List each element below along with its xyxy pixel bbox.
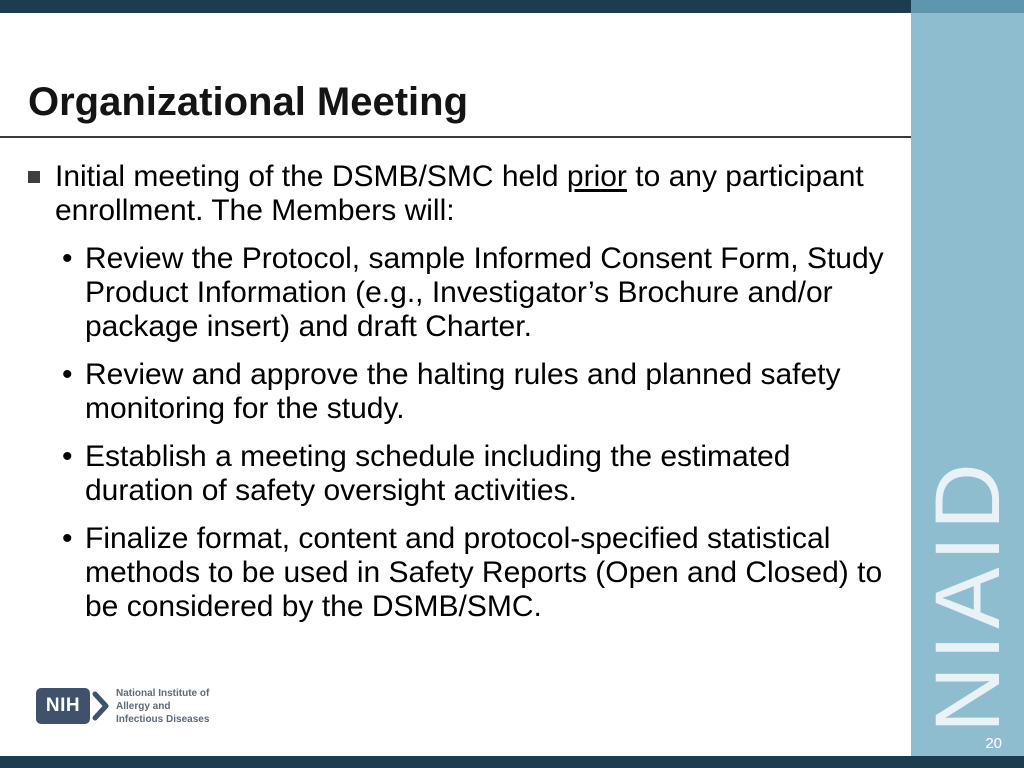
bullet-text-post: to any participant enrollment. The Members will: <box>55 160 864 227</box>
right-accent-band <box>911 0 1024 768</box>
dot-bullet-icon: • <box>62 242 73 275</box>
slide-header <box>0 13 911 138</box>
page-number: 20 <box>985 735 1002 752</box>
niaid-vertical-text: NIAID <box>917 457 1019 733</box>
institute-name <box>116 687 209 726</box>
square-bullet-icon <box>28 171 40 183</box>
bullet-marker-cell <box>28 160 55 228</box>
sub-bullet-item <box>62 242 903 344</box>
sub-bullet-item <box>62 440 903 508</box>
slide-title: Organizational Meeting <box>28 80 469 124</box>
band-top-strip <box>911 0 1024 13</box>
bullet-text <box>55 160 903 228</box>
institute-name-line: National Institute of <box>116 687 210 699</box>
bottom-bar <box>0 756 1024 768</box>
slide-content <box>28 160 903 638</box>
sub-bullet-text: Review and approve the halting rules and planned safety monitoring for the study. <box>85 358 841 425</box>
top-bar <box>0 0 911 13</box>
nih-logo-box: NIH <box>36 688 90 724</box>
institute-name-line: Allergy and <box>116 700 171 712</box>
nih-logo <box>36 688 209 724</box>
dot-bullet-icon: • <box>62 440 73 473</box>
bullet-text-underlined: prior <box>566 160 627 193</box>
sub-bullet-item <box>62 522 903 624</box>
bullet-item <box>28 160 903 228</box>
dot-bullet-icon: • <box>62 358 73 391</box>
sub-bullet-text: Establish a meeting schedule including the estimated duration of safety oversight activities. <box>85 440 791 507</box>
sub-bullet-text: Finalize format, content and protocol-specified statistical methods to be used in Safety Reports (Open and Closed) to be considered by the DSMB/SMC. <box>85 522 883 623</box>
nih-logo-chevron-icon <box>92 689 110 723</box>
institute-name-line: Infectious Diseases <box>116 713 210 725</box>
sub-bullet-text: Review the Protocol, sample Informed Consent Form, Study Product Information (e.g., Investigator’s Brochure and/or package insert) and draft Charter. <box>85 242 884 343</box>
dot-bullet-icon: • <box>62 522 73 555</box>
sub-bullet-item <box>62 358 903 426</box>
bullet-text-pre: Initial meeting of the DSMB/SMC held <box>55 160 567 193</box>
